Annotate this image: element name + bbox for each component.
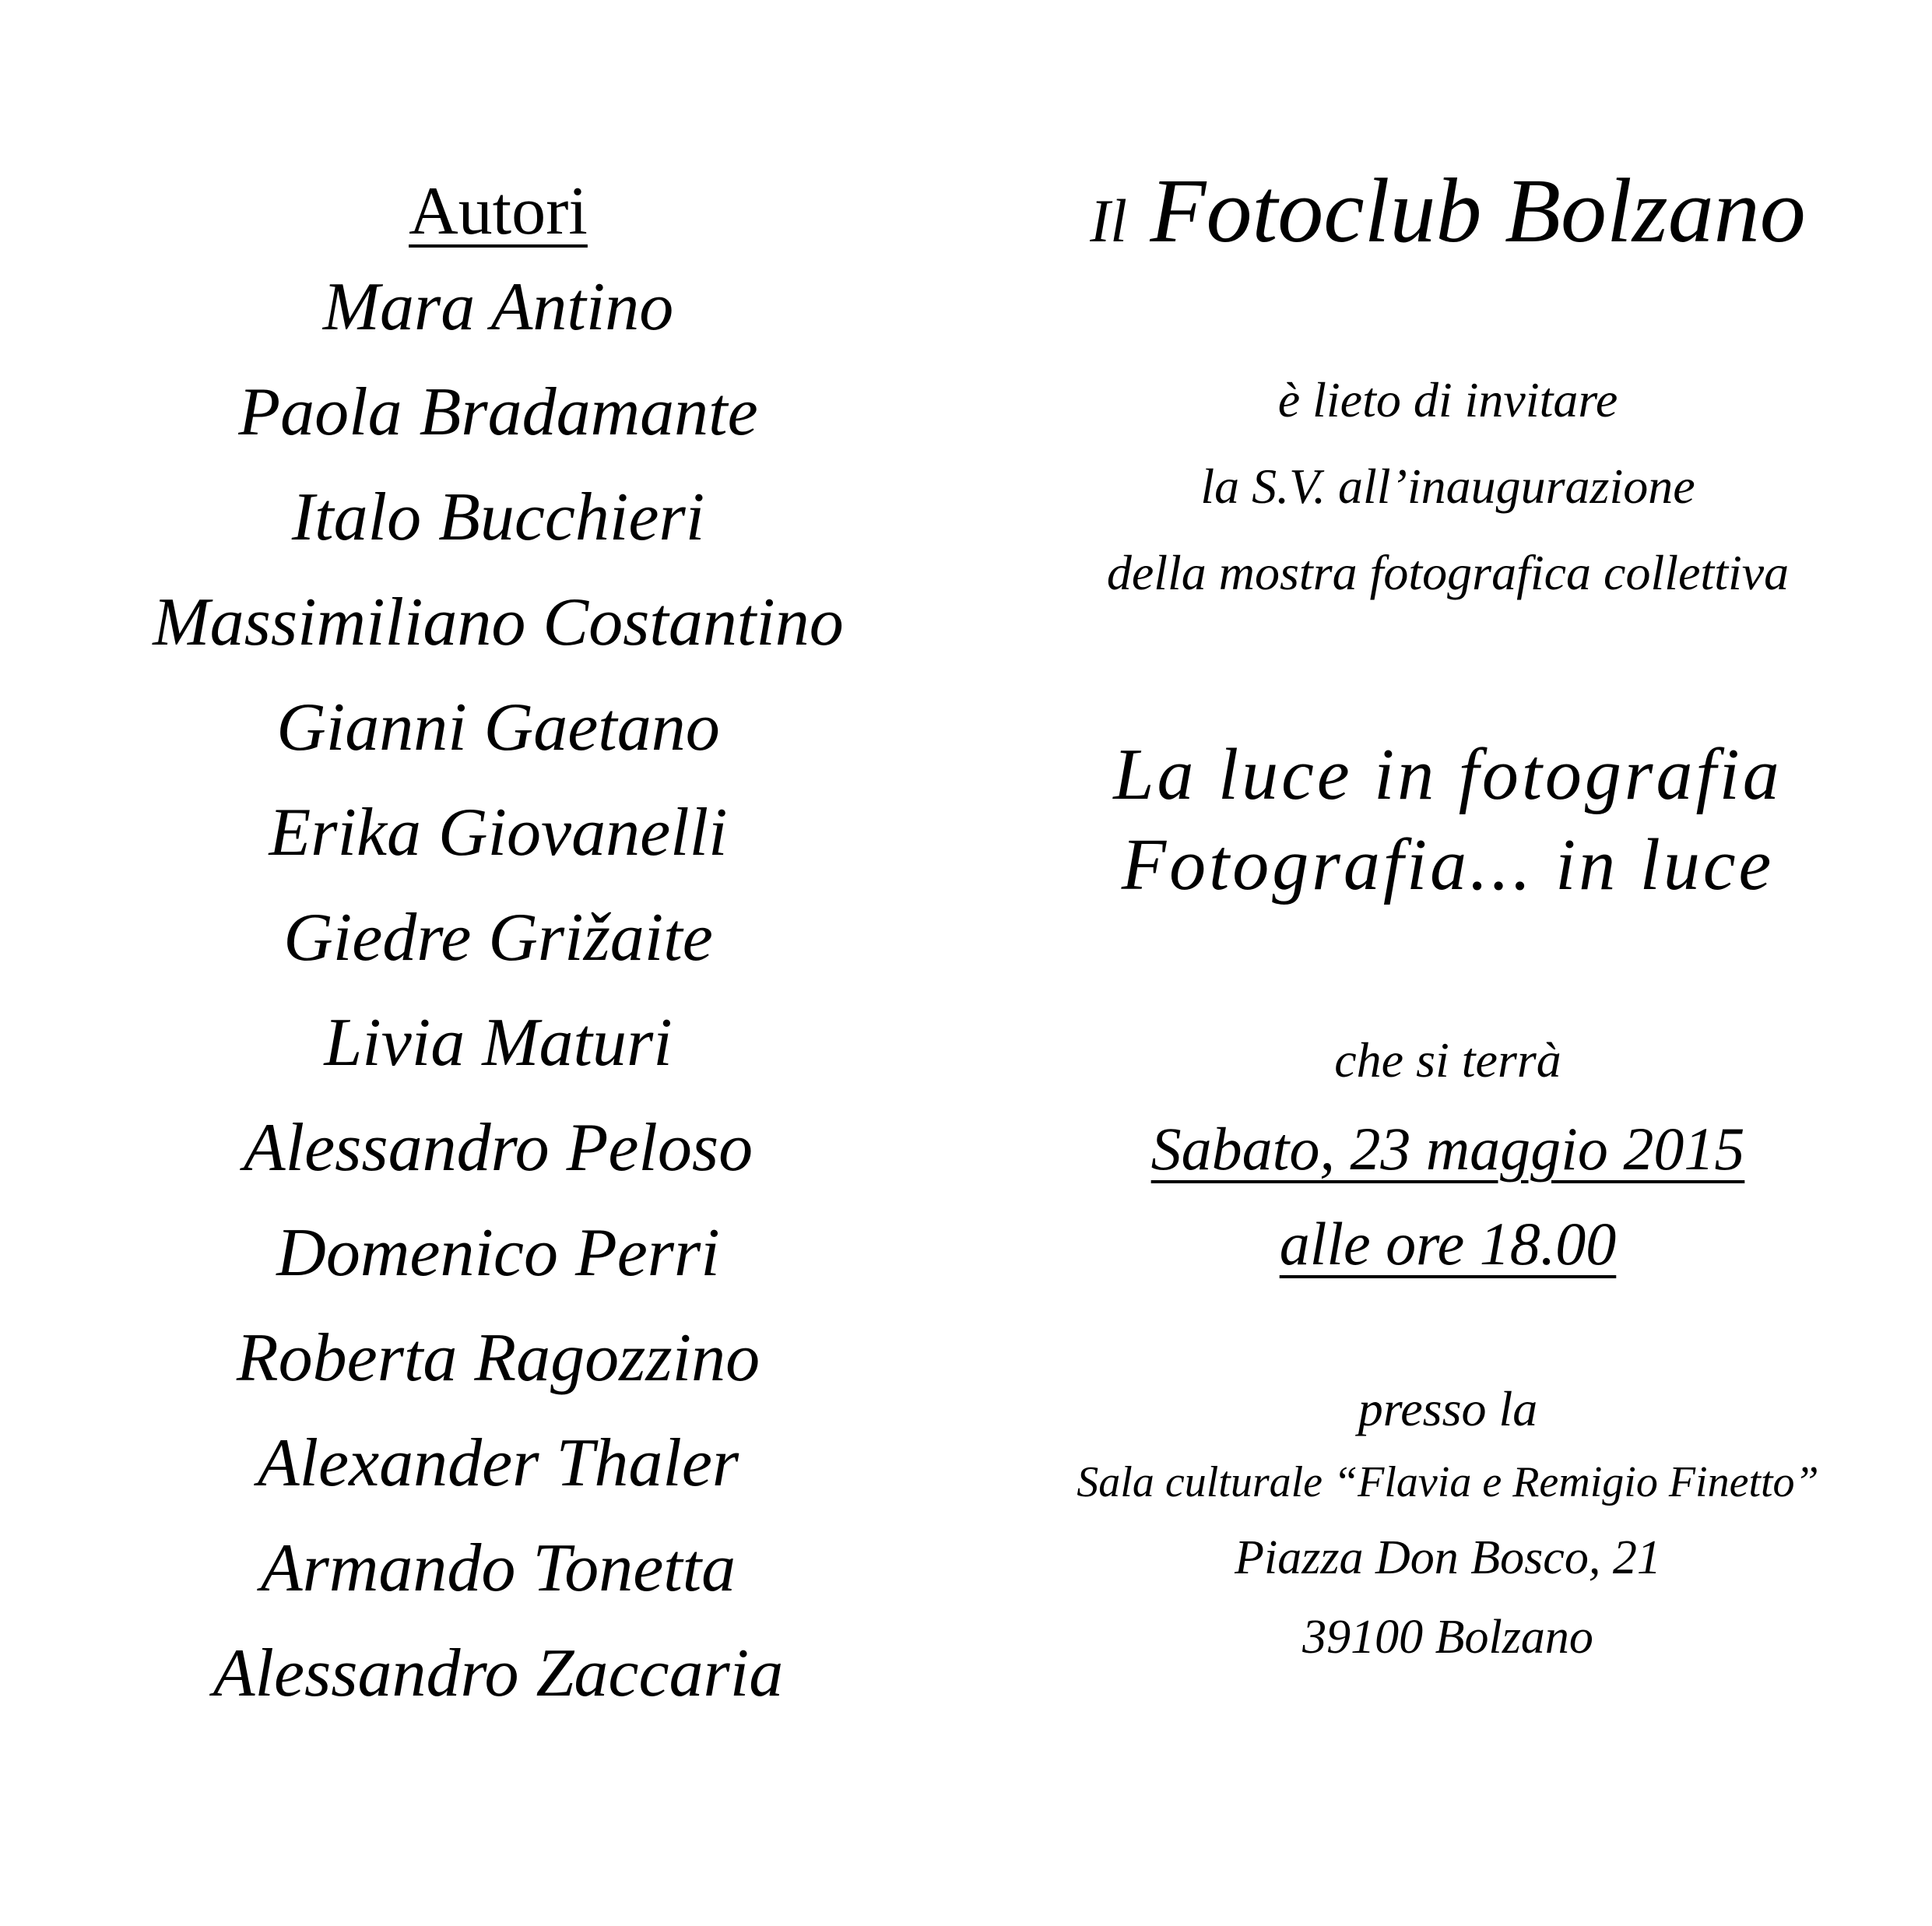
author-name: Giedre Grižaite bbox=[283, 900, 713, 975]
author-name: Alessandro Peloso bbox=[243, 1110, 753, 1186]
author-name: Italo Bucchieri bbox=[291, 480, 705, 555]
intro-line: è lieto di invitare bbox=[1277, 372, 1618, 427]
event-time-text: alle ore 18.00 bbox=[1279, 1210, 1617, 1278]
club-title-main: Fotoclub Bolzano bbox=[1150, 160, 1806, 262]
author-name: Armando Tonetta bbox=[260, 1531, 736, 1606]
exhibition-title-line: La luce in fotografia bbox=[1113, 734, 1783, 815]
intro-line: della mostra fotografica collettiva bbox=[1106, 545, 1790, 600]
author-name: Erika Giovanelli bbox=[269, 795, 728, 870]
intro-line: la S.V. all’inaugurazione bbox=[1200, 459, 1695, 514]
author-name: Alexander Thaler bbox=[257, 1425, 739, 1501]
author-name: Livia Maturi bbox=[324, 1005, 673, 1081]
author-name: Roberta Ragozzino bbox=[236, 1320, 761, 1396]
venue-name: Sala culturale “Flavia e Remigio Finetto” bbox=[1077, 1458, 1819, 1506]
author-name: Mara Antino bbox=[322, 269, 674, 345]
authors-heading bbox=[93, 173, 903, 251]
author-name: Massimiliano Costantino bbox=[153, 585, 844, 660]
event-date-text: Sabato, 23 maggio 2015 bbox=[1150, 1115, 1745, 1183]
author-name: Paola Bradamante bbox=[238, 374, 758, 450]
club-title-prefix: Il bbox=[1090, 187, 1127, 255]
held-text: che si terrà bbox=[1334, 1032, 1561, 1088]
club-title bbox=[1004, 160, 1892, 272]
author-name: Gianni Gaetano bbox=[276, 690, 720, 765]
venue-intro: presso la bbox=[1358, 1381, 1538, 1436]
authors-heading-text: Autori bbox=[409, 174, 588, 249]
author-name: Domenico Perri bbox=[276, 1215, 720, 1291]
event-time bbox=[1004, 1207, 1892, 1281]
venue-address: Piazza Don Bosco, 21 bbox=[1235, 1531, 1661, 1584]
exhibition-title-line: Fotografia... in luce bbox=[1121, 824, 1775, 905]
event-date bbox=[1004, 1112, 1892, 1186]
author-name: Alessandro Zaccaria bbox=[213, 1636, 784, 1711]
venue-city: 39100 Bolzano bbox=[1302, 1611, 1593, 1664]
